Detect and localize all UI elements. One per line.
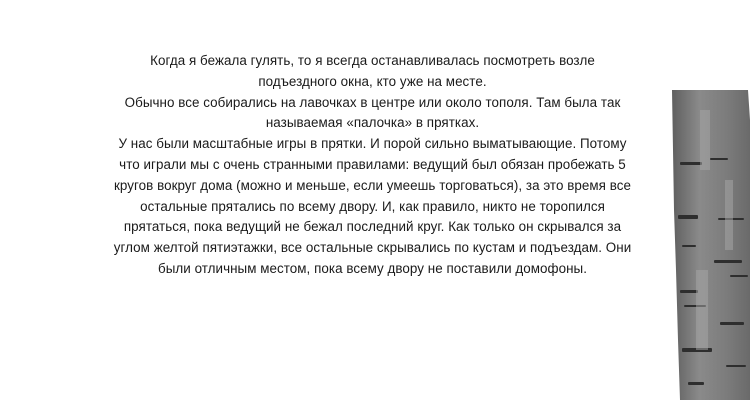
story-line: что играли мы с очень странными правилами: ведущий был обязан пробежать 5	[119, 156, 626, 172]
story-line: Обычно все собирались на лавочках в центре или около тополя. Там была так	[124, 94, 621, 110]
story-line: остальные прятались по всему двору. И, как правило, никто не торопился	[140, 198, 605, 214]
story-text	[110, 51, 635, 280]
story-line: кругов вокруг дома (можно и меньше, если умеешь торговаться), за это время все	[114, 177, 631, 193]
story-line: называемая «палочка» в прятках.	[265, 115, 480, 131]
story-line: Когда я бежала гулять, то я всегда останавливалась посмотреть возле	[150, 53, 595, 68]
story-line: были отличным местом, пока всему двору не поставили домофоны.	[158, 260, 587, 276]
story-line: углом желтой пятиэтажки, все остальные скрывались по кустам и подъездам. Они	[113, 240, 632, 256]
story-line: У нас были масштабные игры в прятки. И порой сильно выматывающие. Потому	[118, 136, 627, 152]
story-line: подъездного окна, кто уже на месте.	[258, 73, 487, 89]
birch-trunk-image	[670, 90, 750, 400]
story-line: прятаться, пока ведущий не бежал последний круг. Как только он скрывался за	[123, 219, 622, 235]
